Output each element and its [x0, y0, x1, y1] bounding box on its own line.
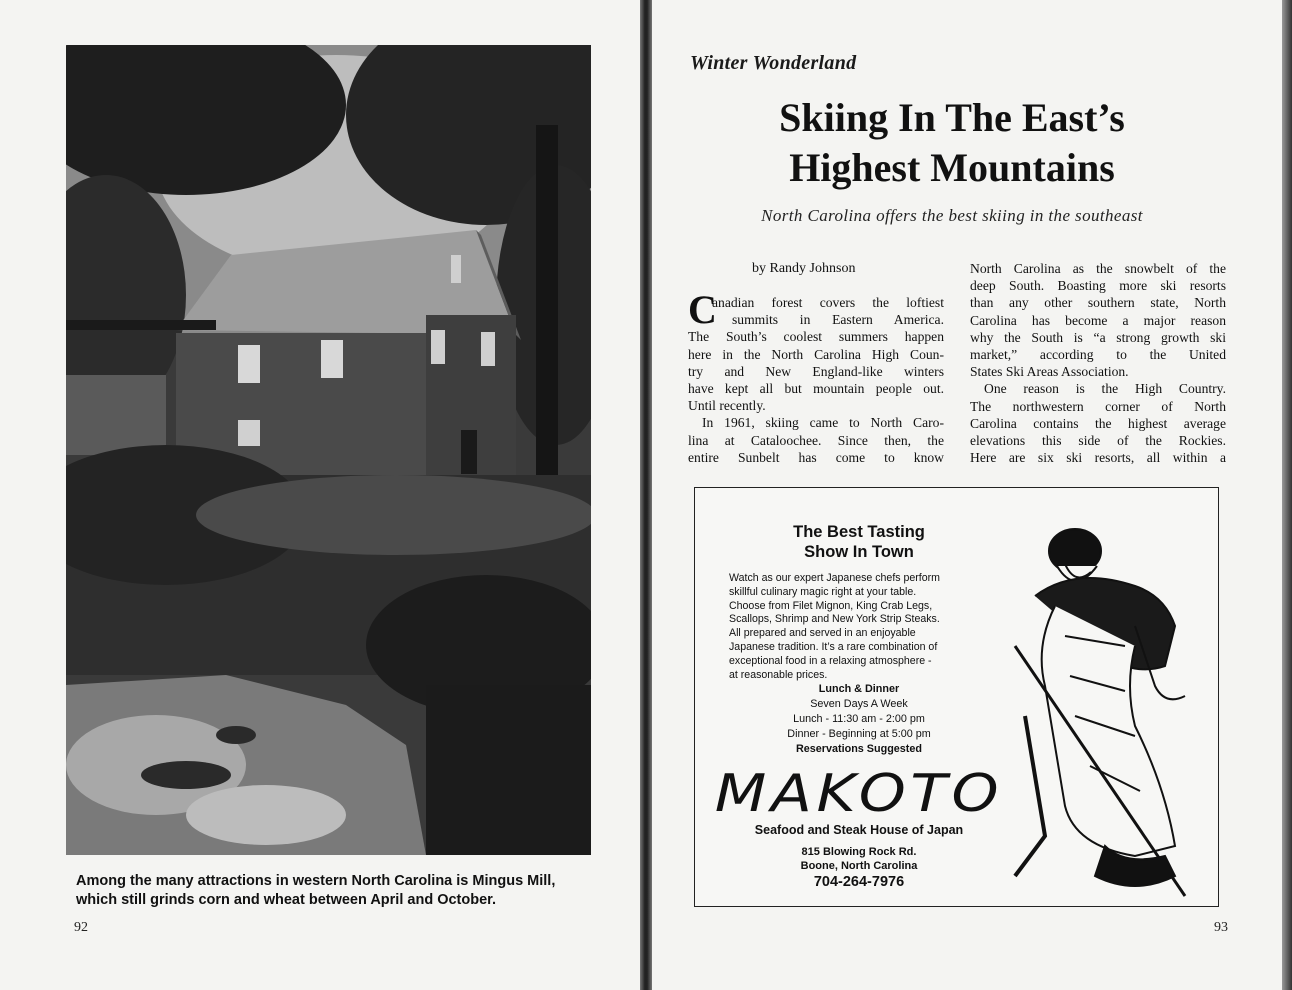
page-number-right: 93: [1214, 920, 1228, 935]
text-line: summits in Eastern America.: [732, 312, 944, 328]
ad-title-line: The Best Tasting: [793, 523, 925, 541]
text-line: entire Sunbelt has come to know: [688, 449, 944, 465]
book-gutter: [640, 0, 652, 990]
text-line: North Carolina as the snowbelt of the: [970, 261, 1226, 276]
ad-body: [729, 572, 989, 682]
text-line: Until recently.: [688, 398, 766, 414]
ad-address: [729, 846, 989, 873]
text-line: States Ski Areas Association.: [970, 364, 1129, 380]
text-line: here in the North Carolina High Coun-: [688, 346, 944, 362]
ad-body-line: Choose from Filet Mignon, King Crab Legs,: [729, 599, 933, 612]
ad-body-line: Scallops, Shrimp and New York Strip Steaks.: [729, 613, 940, 626]
hours-days: Seven Days A Week: [810, 698, 908, 711]
drop-cap: C: [688, 287, 717, 332]
photo-caption: [76, 872, 616, 910]
headline-line: Highest Mountains: [789, 145, 1115, 190]
article-column-2: [970, 260, 1226, 466]
caption-line: which still grinds corn and wheat between April and October.: [76, 892, 497, 908]
text-line: anadian forest covers the loftiest: [712, 295, 944, 310]
headline-line: Skiing In The East’s: [779, 95, 1125, 140]
text-line: Carolina has become a major reason: [970, 312, 1226, 328]
mingus-mill-photo: [66, 45, 591, 855]
ad-title: [729, 522, 989, 562]
page-number-left: 92: [74, 920, 88, 935]
ad-body-line: skillful culinary magic right at your table.: [729, 585, 917, 598]
ad-body-line: All prepared and served in an enjoyable: [729, 627, 916, 640]
text-line: The South’s coolest summers happen: [688, 329, 944, 345]
text-line: Here are six ski resorts, all within a: [970, 450, 1226, 466]
makoto-advertisement: [694, 487, 1219, 907]
ad-body-line: exceptional food in a relaxing atmosphere -: [729, 654, 932, 667]
text-line: elevations this side of the Rockies.: [970, 433, 1226, 449]
left-page: [0, 0, 640, 990]
text-line: have kept all but mountain people out.: [688, 381, 944, 397]
hours-lunch: Lunch - 11:30 am - 2:00 pm: [793, 712, 925, 725]
ad-title-line: Show In Town: [804, 543, 914, 561]
ad-hours: [729, 682, 989, 756]
text-line: market,” according to the United: [970, 347, 1226, 363]
ad-body-line: at reasonable prices.: [729, 668, 828, 681]
book-edge: [1282, 0, 1292, 990]
ad-body-line: Watch as our expert Japanese chefs perform: [729, 572, 940, 584]
section-kicker: Winter Wonderland: [690, 52, 857, 74]
article-column-1: [688, 287, 944, 466]
text-line: The northwestern corner of North: [970, 398, 1226, 414]
text-line: One reason is the High Country.: [984, 381, 1226, 397]
text-line: than any other southern state, North: [970, 295, 1226, 311]
text-line: In 1961, skiing came to North Caro-: [702, 415, 944, 431]
reservations-note: Reservations Suggested: [795, 742, 922, 755]
right-page: [652, 0, 1282, 990]
text-line: why the South is “a strong growth ski: [970, 329, 1226, 345]
ad-phone: 704-264-7976: [813, 874, 905, 891]
address-line: Boone, North Carolina: [800, 859, 918, 872]
text-line: Carolina contains the highest average: [970, 415, 1226, 431]
article-deck: North Carolina offers the best skiing in the southeast: [761, 206, 1143, 225]
text-line: deep South. Boasting more ski resorts: [970, 278, 1226, 294]
samurai-illustration-icon: [995, 516, 1195, 901]
text-line: lina at Cataloochee. Since then, the: [688, 432, 944, 448]
text-line: try and New England-like winters: [688, 363, 944, 379]
article-headline: [652, 93, 1252, 193]
hours-dinner: Dinner - Beginning at 5:00 pm: [787, 727, 931, 740]
ad-copy: [714, 522, 1004, 891]
byline: by Randy Johnson: [752, 261, 856, 276]
caption-line: Among the many attractions in western North Carolina is Mingus Mill,: [76, 873, 556, 889]
hours-title: Lunch & Dinner: [818, 683, 900, 696]
address-line: 815 Blowing Rock Rd.: [801, 846, 917, 859]
ad-subtitle: Seafood and Steak House of Japan: [754, 823, 964, 838]
makoto-logo: MAKOTO: [714, 764, 1004, 825]
ad-body-line: Japanese tradition. It’s a rare combination of: [729, 640, 938, 653]
